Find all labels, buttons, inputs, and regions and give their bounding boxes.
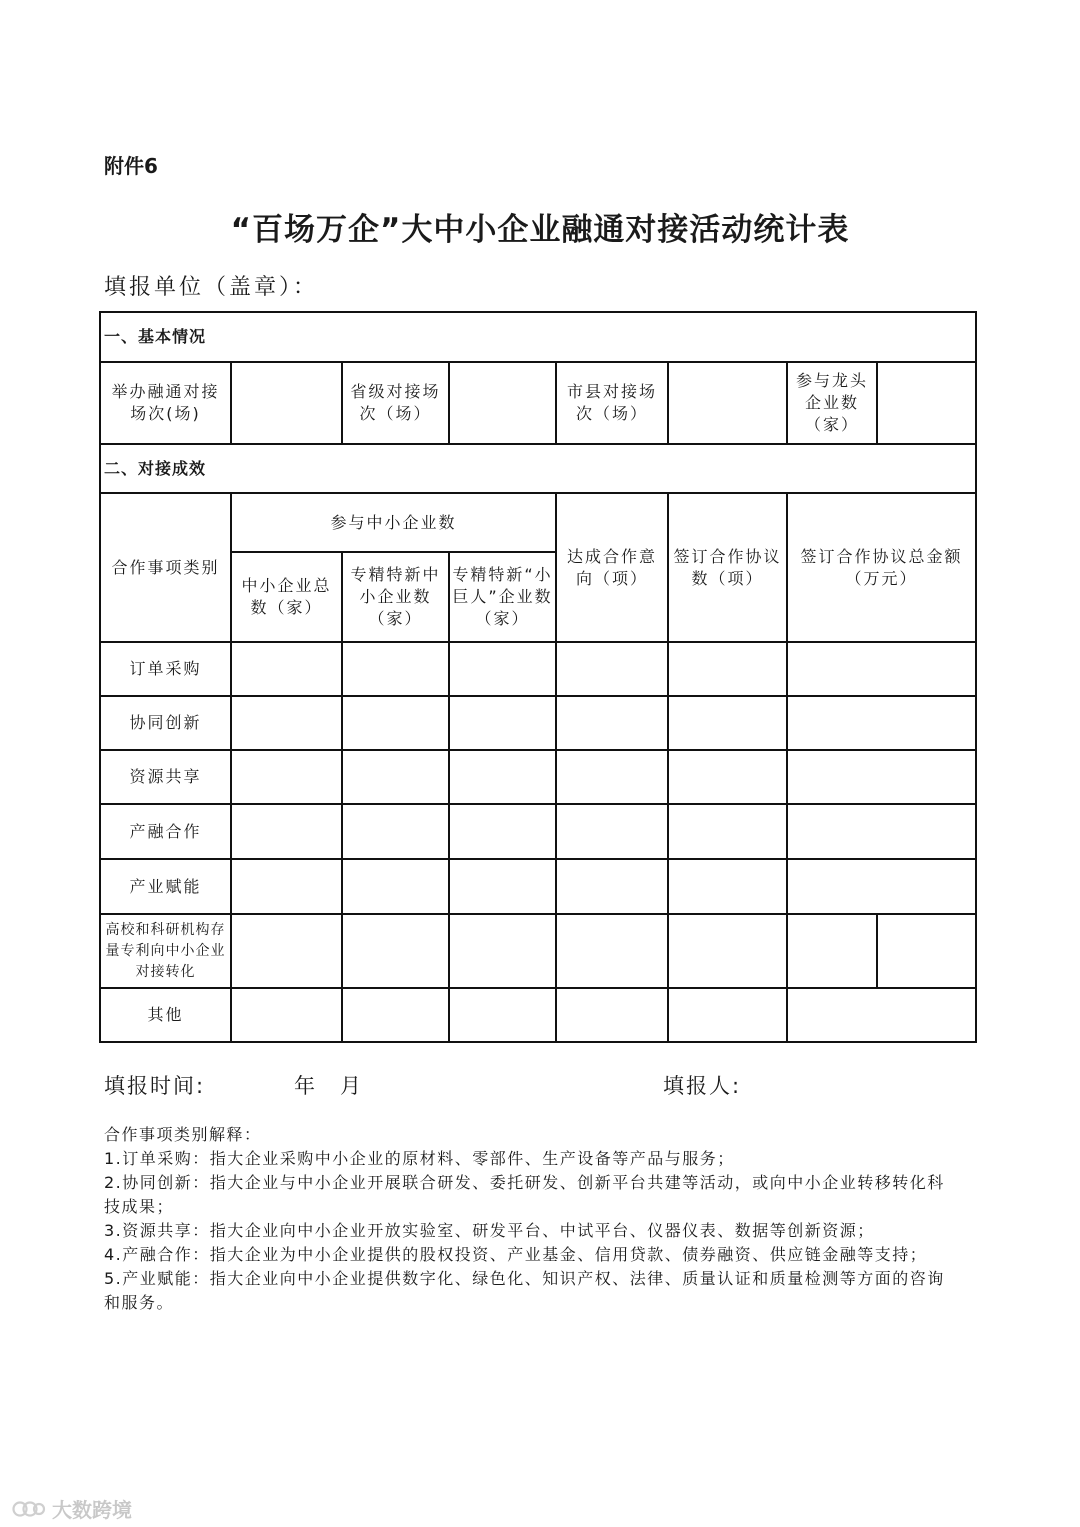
table-cell[interactable]	[231, 696, 342, 750]
table-cell[interactable]	[342, 804, 449, 859]
table-cell[interactable]	[342, 750, 449, 804]
header-amount: 签订合作协议总金额（万元）	[787, 493, 976, 642]
table-cell[interactable]	[556, 988, 668, 1042]
fill-time-label: 填报时间:	[104, 1074, 206, 1098]
table-cell[interactable]	[231, 804, 342, 859]
field-input-provincial-sessions[interactable]	[449, 362, 556, 444]
table-cell[interactable]	[342, 988, 449, 1042]
row-label-patent-transfer: 高校和科研机构存量专利向中小企业对接转化	[100, 914, 231, 988]
note-item: 5.产业赋能：指大企业向中小企业提供数字化、绿色化、知识产权、法律、质量认证和质量检测等方面的咨询和服务。	[104, 1269, 945, 1312]
table-cell[interactable]	[668, 642, 787, 696]
header-specialized: 专精特新中小企业数（家）	[342, 552, 449, 642]
row-label-order-procurement: 订单采购	[100, 642, 231, 696]
table-cell[interactable]	[556, 859, 668, 914]
field-label-city-county-sessions: 市县对接场次（场）	[556, 362, 668, 444]
section-results-heading: 二、对接成效	[100, 444, 976, 493]
table-cell[interactable]	[668, 696, 787, 750]
watermark-logo-icon	[12, 1498, 46, 1520]
table-cell[interactable]	[787, 696, 976, 750]
table-cell[interactable]	[877, 914, 976, 988]
header-sme-group: 参与中小企业数	[231, 493, 556, 552]
category-notes	[104, 1123, 954, 1315]
table-cell[interactable]	[449, 750, 556, 804]
note-item: 3.资源共享：指大企业向中小企业开放实验室、研发平台、中试平台、仪器仪表、数据等创新资源；	[104, 1221, 875, 1240]
unit-label: 填报单位（盖章）：	[104, 275, 319, 300]
table-cell[interactable]	[449, 859, 556, 914]
note-item: 4.产融合作：指大企业为中小企业提供的股权投资、产业基金、信用贷款、债券融资、供应链金融等支持；	[104, 1245, 928, 1264]
table-cell[interactable]	[231, 859, 342, 914]
field-label-total-sessions: 举办融通对接场次(场)	[100, 362, 231, 444]
field-input-total-sessions[interactable]	[231, 362, 342, 444]
table-cell[interactable]	[449, 988, 556, 1042]
section-basic-heading: 一、基本情况	[100, 312, 976, 362]
table-cell[interactable]	[342, 642, 449, 696]
table-cell[interactable]	[556, 804, 668, 859]
table-cell[interactable]	[787, 914, 877, 988]
table-cell[interactable]	[787, 988, 976, 1042]
header-category: 合作事项类别	[100, 493, 231, 642]
table-cell[interactable]	[556, 696, 668, 750]
table-cell[interactable]	[556, 914, 668, 988]
note-item: 1.订单采购：指大企业采购中小企业的原材料、零部件、生产设备等产品与服务；	[104, 1149, 735, 1168]
watermark-text: 大数跨境	[52, 1498, 132, 1522]
table-cell[interactable]	[449, 914, 556, 988]
table-cell[interactable]	[668, 914, 787, 988]
header-agreements: 签订合作协议数（项）	[668, 493, 787, 642]
table-cell[interactable]	[342, 914, 449, 988]
row-label-industry-finance: 产融合作	[100, 804, 231, 859]
table-cell[interactable]	[231, 988, 342, 1042]
table-cell[interactable]	[787, 859, 976, 914]
note-item: 2.协同创新：指大企业与中小企业开展联合研发、委托研发、创新平台共建等活动，或向中小企业转移转化科技成果；	[104, 1173, 945, 1216]
table-cell[interactable]	[787, 804, 976, 859]
table-cell[interactable]	[449, 696, 556, 750]
table-cell[interactable]	[231, 750, 342, 804]
table-cell[interactable]	[556, 750, 668, 804]
table-cell[interactable]	[556, 642, 668, 696]
table-cell[interactable]	[787, 750, 976, 804]
fill-year-label: 年	[294, 1074, 315, 1098]
field-input-leading-enterprises[interactable]	[877, 362, 976, 444]
header-intent: 达成合作意向（项）	[556, 493, 668, 642]
fill-month-label: 月	[340, 1074, 361, 1098]
table-cell[interactable]	[449, 642, 556, 696]
table-cell[interactable]	[668, 859, 787, 914]
row-label-resource-sharing: 资源共享	[100, 750, 231, 804]
table-cell[interactable]	[342, 859, 449, 914]
table-cell[interactable]	[668, 750, 787, 804]
table-cell[interactable]	[787, 642, 976, 696]
table-cell[interactable]	[231, 642, 342, 696]
watermark	[12, 1494, 132, 1523]
row-label-industry-empowerment: 产业赋能	[100, 859, 231, 914]
header-little-giant: 专精特新“小巨人”企业数（家）	[449, 552, 556, 642]
table-cell[interactable]	[449, 804, 556, 859]
field-input-city-county-sessions[interactable]	[668, 362, 787, 444]
table-cell[interactable]	[668, 804, 787, 859]
notes-heading: 合作事项类别解释：	[104, 1125, 262, 1144]
row-label-other: 其他	[100, 988, 231, 1042]
filler-label: 填报人:	[663, 1074, 742, 1098]
field-label-provincial-sessions: 省级对接场次（场）	[342, 362, 449, 444]
table-cell[interactable]	[231, 914, 342, 988]
table-cell[interactable]	[342, 696, 449, 750]
header-sme-total: 中小企业总数（家）	[231, 552, 342, 642]
statistics-table	[99, 311, 977, 1043]
row-label-collaborative-innovation: 协同创新	[100, 696, 231, 750]
page-title: “百场万企”大中小企业融通对接活动统计表	[230, 212, 850, 248]
table-cell[interactable]	[668, 988, 787, 1042]
attachment-label: 附件6	[104, 154, 158, 178]
field-label-leading-enterprises: 参与龙头企业数（家）	[787, 362, 877, 444]
